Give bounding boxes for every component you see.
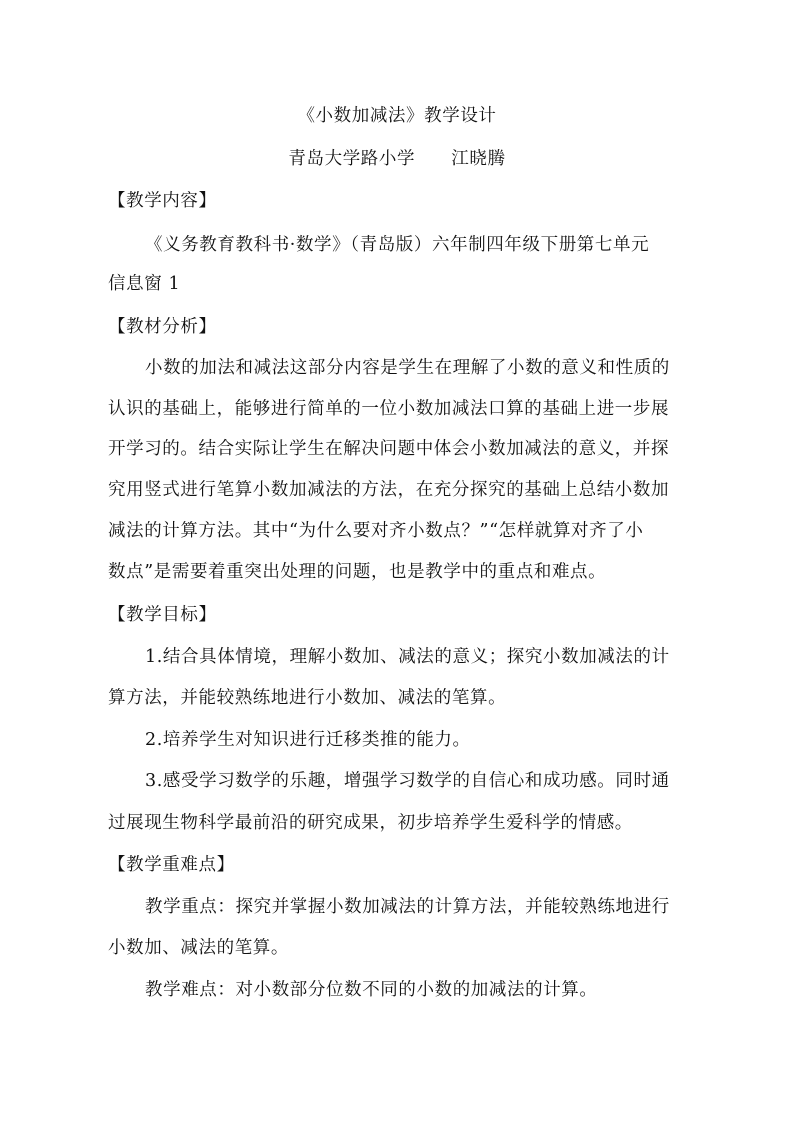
section-heading-goals: 【教学目标】 (108, 605, 217, 625)
section-heading-analysis: 【教材分析】 (108, 317, 217, 337)
key-points-line: 小数加、减法的笔算。 (108, 938, 289, 958)
key-points-line: 教学难点：对小数部分位数不同的小数的加减法的计算。 (145, 980, 598, 1000)
analysis-line: 认识的基础上，能够进行简单的一位小数加减法口算的基础上进一步展 (108, 399, 670, 419)
content-line: 《义务教育教科书·数学》（青岛版）六年制四年级下册第七单元 (145, 235, 650, 255)
analysis-line: 数点”是需要着重突出处理的问题，也是教学中的重点和难点。 (108, 562, 607, 582)
analysis-line: 开学习的。结合实际让学生在解决问题中体会小数加减法的意义，并探 (108, 439, 670, 459)
goals-line: 2.培养学生对知识进行迁移类推的能力。 (145, 730, 471, 750)
analysis-line: 小数的加法和减法这部分内容是学生在理解了小数的意义和性质的 (145, 358, 670, 378)
goals-line: 1.结合具体情境，理解小数加、减法的意义；探究小数加减法的计 (145, 647, 670, 667)
analysis-line: 减法的计算方法。其中“为什么要对齐小数点？”“怎样就算对齐了小 (108, 521, 644, 541)
section-heading-content: 【教学内容】 (108, 191, 217, 211)
content-line: 信息窗 1 (108, 274, 181, 294)
document-title: 《小数加减法》教学设计 (297, 106, 497, 126)
section-heading-key-points: 【教学重难点】 (108, 855, 235, 875)
analysis-line: 究用竖式进行笔算小数加减法的方法，在充分探究的基础上总结小数加 (108, 480, 670, 500)
goals-line: 过展现生物科学最前沿的研究成果，初步培养学生爱科学的情感。 (108, 813, 633, 833)
key-points-line: 教学重点：探究并掌握小数加减法的计算方法，并能较熟练地进行 (145, 897, 670, 917)
goals-line: 算方法，并能较熟练地进行小数加、减法的笔算。 (108, 688, 507, 708)
goals-line: 3.感受学习数学的乐趣，增强学习数学的自信心和成功感。同时通 (145, 771, 670, 791)
author-line: 青岛大学路小学 江晓腾 (288, 149, 506, 169)
